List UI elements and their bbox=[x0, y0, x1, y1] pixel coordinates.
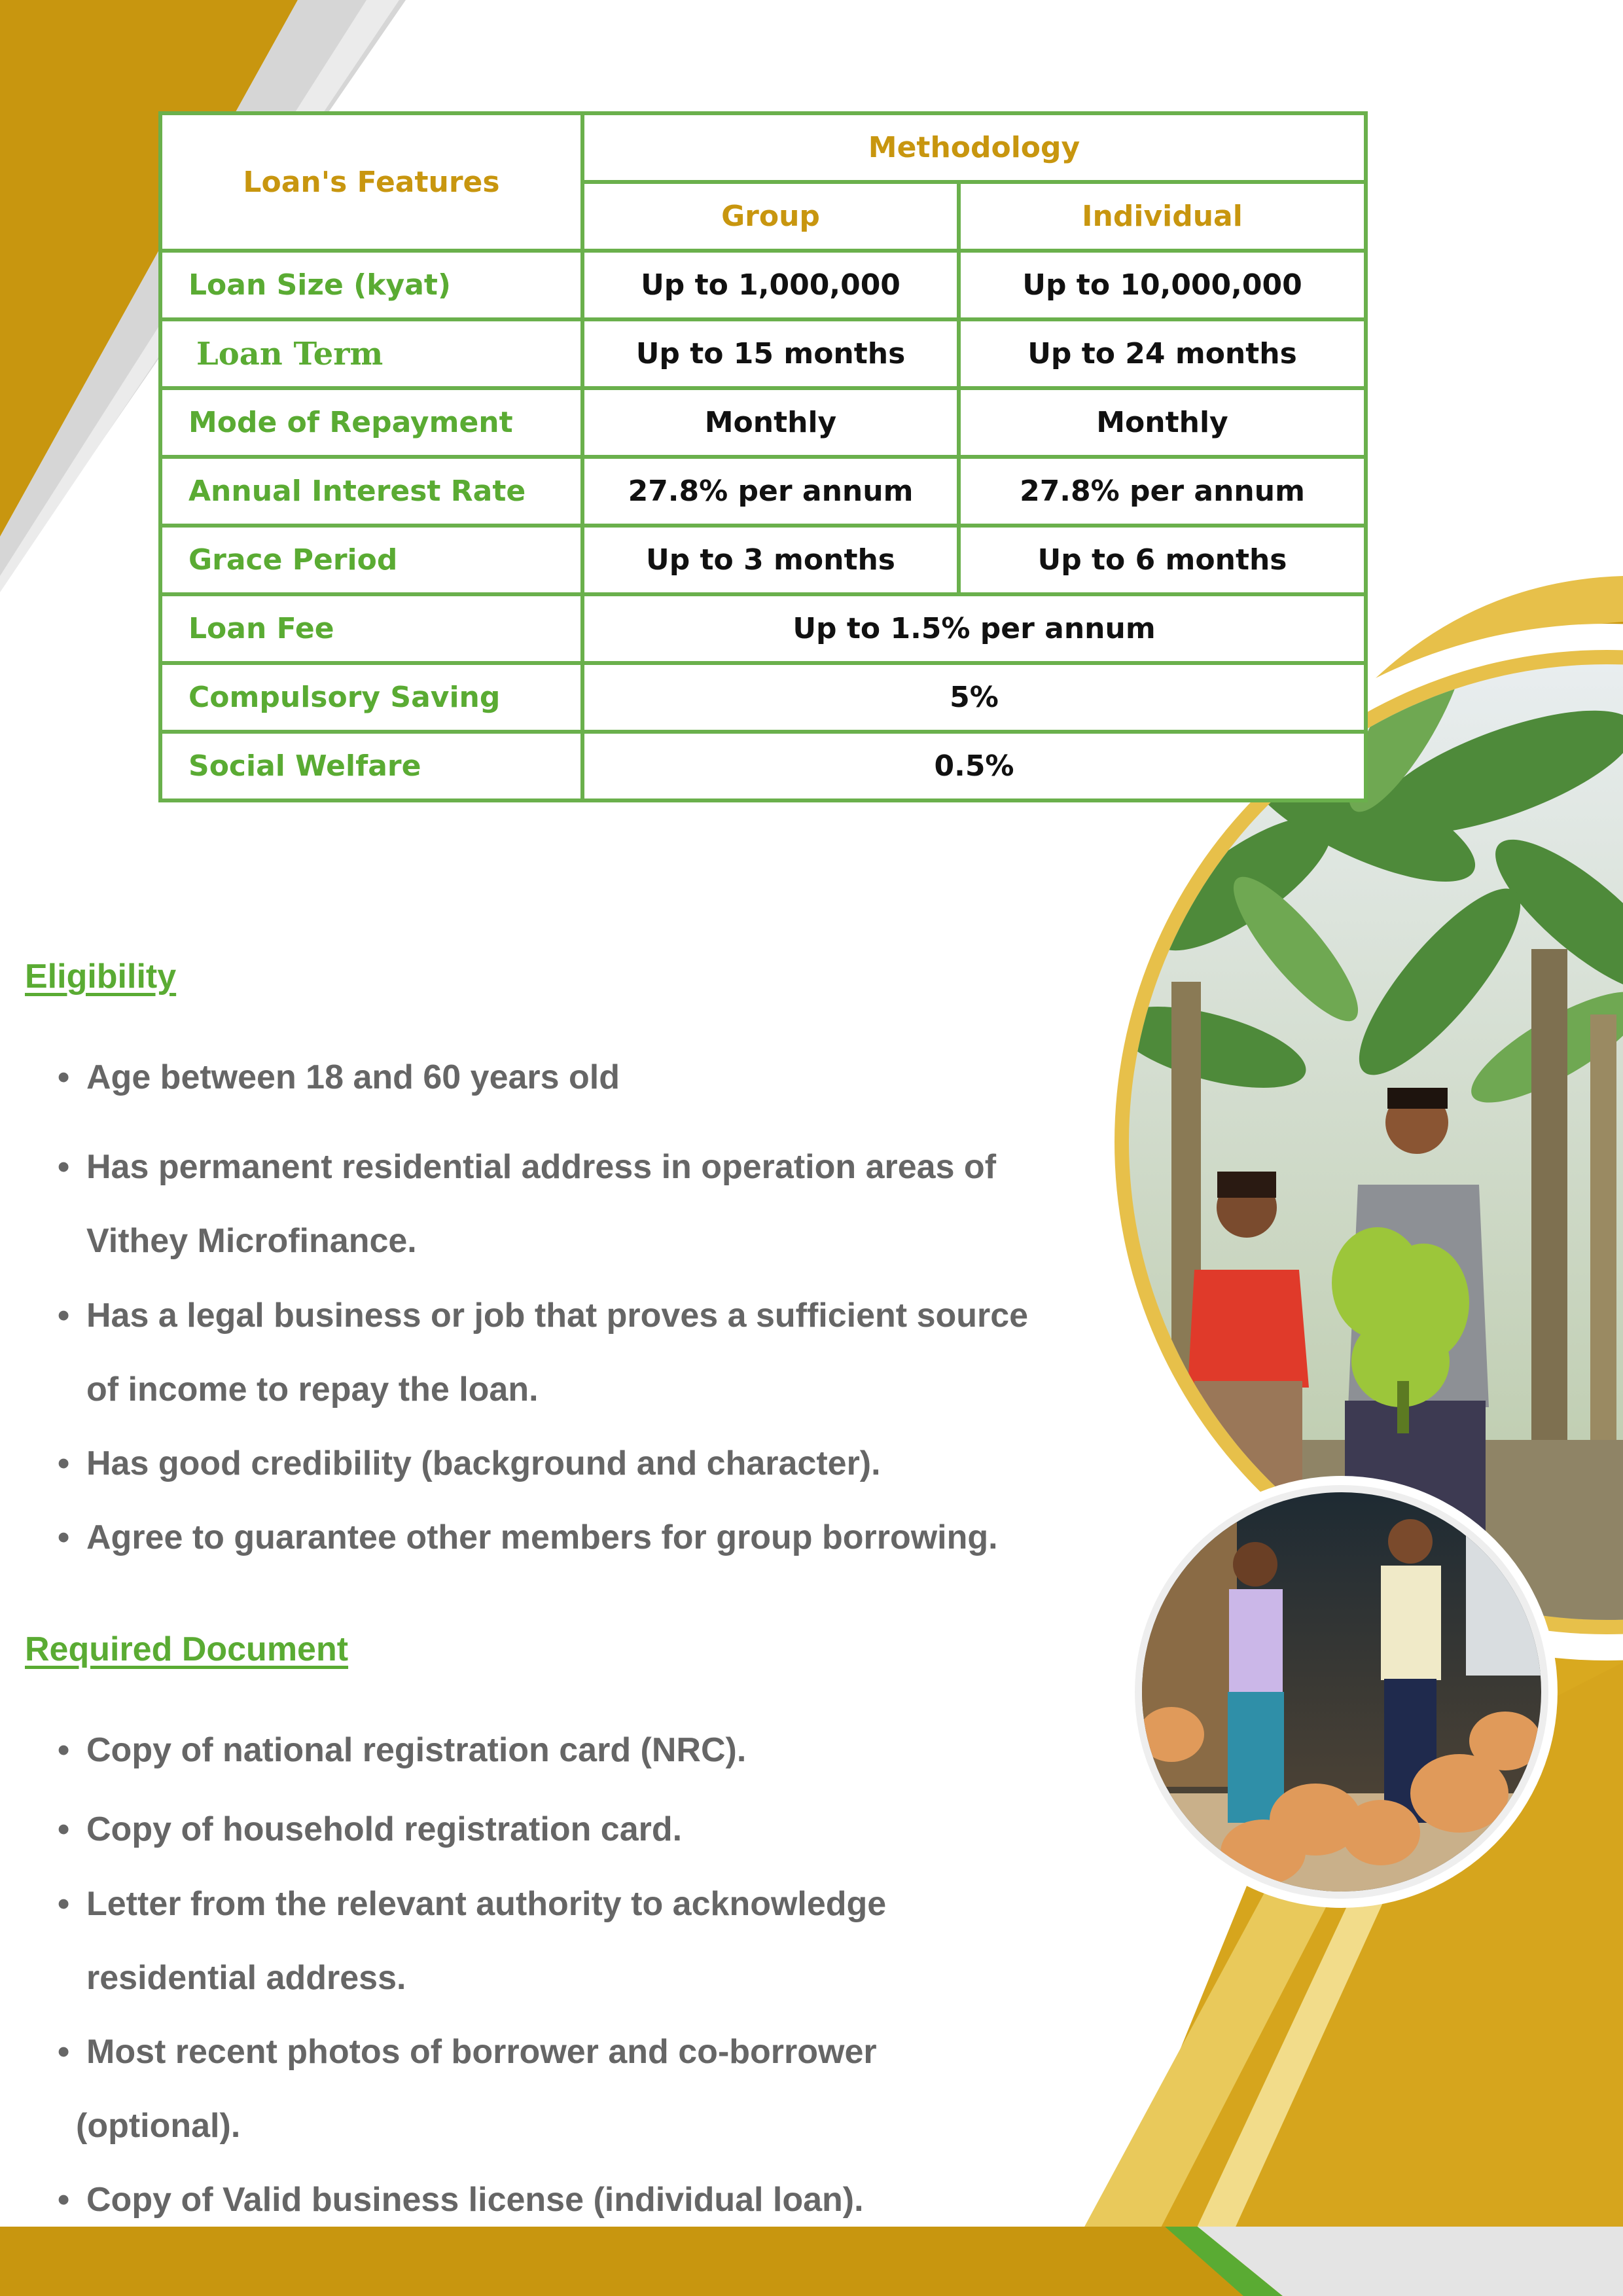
bullet-icon: • bbox=[58, 1148, 70, 1186]
feature-loan-size: Loan Size (kyat) bbox=[160, 251, 582, 319]
bullet-icon: • bbox=[58, 2033, 70, 2071]
list-item bbox=[58, 1427, 881, 1501]
list-item bbox=[58, 1713, 746, 1787]
item-text-continued: (optional). bbox=[76, 2107, 241, 2145]
bullet-icon: • bbox=[58, 1058, 70, 1096]
table-row bbox=[160, 663, 1366, 732]
item-text-continued: Vithey Microfinance. bbox=[86, 1222, 417, 1260]
eligibility-title: Eligibility bbox=[25, 958, 177, 996]
item-text: Has permanent residential address in operation areas of bbox=[86, 1148, 997, 1186]
feature-mode-of-repayment: Mode of Repayment bbox=[160, 388, 582, 457]
bullet-icon: • bbox=[58, 1297, 70, 1335]
value-group: Monthly bbox=[582, 388, 959, 457]
required-document-title: Required Document bbox=[25, 1630, 349, 1668]
table-row bbox=[160, 594, 1366, 663]
value-individual: Up to 6 months bbox=[959, 526, 1366, 594]
bullet-icon: • bbox=[58, 1885, 70, 1923]
item-text: Age between 18 and 60 years old bbox=[86, 1058, 620, 1096]
table-row bbox=[160, 251, 1366, 319]
value-group: 27.8% per annum bbox=[582, 457, 959, 526]
feature-grace-period: Grace Period bbox=[160, 526, 582, 594]
bullet-icon: • bbox=[58, 1810, 70, 1848]
item-text: Copy of Valid business license (individual loan). bbox=[86, 2181, 864, 2219]
feature-social-welfare: Social Welfare bbox=[160, 732, 582, 800]
table-row bbox=[160, 388, 1366, 457]
value-individual: Up to 10,000,000 bbox=[959, 251, 1366, 319]
header-group: Group bbox=[582, 182, 959, 251]
list-item bbox=[58, 1793, 682, 1867]
table-row bbox=[160, 319, 1366, 388]
header-individual: Individual bbox=[959, 182, 1366, 251]
item-text: Most recent photos of borrower and co-borrower bbox=[86, 2033, 877, 2071]
value-group: Up to 3 months bbox=[582, 526, 959, 594]
item-text: Copy of national registration card (NRC). bbox=[86, 1731, 747, 1769]
item-text-continued: residential address. bbox=[86, 1959, 406, 1997]
feature-loan-fee: Loan Fee bbox=[160, 594, 582, 663]
loan-features-table bbox=[158, 111, 1368, 802]
item-text: Copy of household registration card. bbox=[86, 1810, 683, 1848]
bullet-icon: • bbox=[58, 1518, 70, 1556]
list-item bbox=[58, 1279, 1028, 1427]
item-text: Letter from the relevant authority to acknowledge bbox=[86, 1885, 887, 1923]
value-both: 0.5% bbox=[582, 732, 1366, 800]
table-row bbox=[160, 457, 1366, 526]
header-loan-features: Loan's Features bbox=[160, 113, 582, 251]
feature-compulsory-saving: Compulsory Saving bbox=[160, 663, 582, 732]
item-text: Has a legal business or job that proves a sufficient source bbox=[86, 1297, 1029, 1335]
list-item bbox=[58, 1867, 886, 2015]
list-item bbox=[58, 1130, 996, 1278]
bullet-icon: • bbox=[58, 2181, 70, 2219]
value-group: Up to 15 months bbox=[582, 319, 959, 388]
item-text: Has good credibility (background and character). bbox=[86, 1444, 881, 1482]
list-item bbox=[58, 2163, 864, 2237]
table-row bbox=[160, 732, 1366, 800]
value-both: 5% bbox=[582, 663, 1366, 732]
list-item bbox=[58, 1041, 620, 1115]
table-header-row bbox=[160, 113, 1366, 182]
value-individual: Up to 24 months bbox=[959, 319, 1366, 388]
feature-loan-term: Loan Term bbox=[160, 319, 582, 388]
value-both: Up to 1.5% per annum bbox=[582, 594, 1366, 663]
list-item bbox=[58, 2015, 877, 2163]
item-text-continued: of income to repay the loan. bbox=[86, 1371, 539, 1408]
item-text: Agree to guarantee other members for group borrowing. bbox=[86, 1518, 998, 1556]
value-individual: Monthly bbox=[959, 388, 1366, 457]
value-group: Up to 1,000,000 bbox=[582, 251, 959, 319]
list-item bbox=[58, 1501, 998, 1575]
feature-annual-interest-rate: Annual Interest Rate bbox=[160, 457, 582, 526]
bullet-icon: • bbox=[58, 1731, 70, 1769]
value-individual: 27.8% per annum bbox=[959, 457, 1366, 526]
header-methodology: Methodology bbox=[582, 113, 1366, 182]
table-row bbox=[160, 526, 1366, 594]
bullet-icon: • bbox=[58, 1444, 70, 1482]
